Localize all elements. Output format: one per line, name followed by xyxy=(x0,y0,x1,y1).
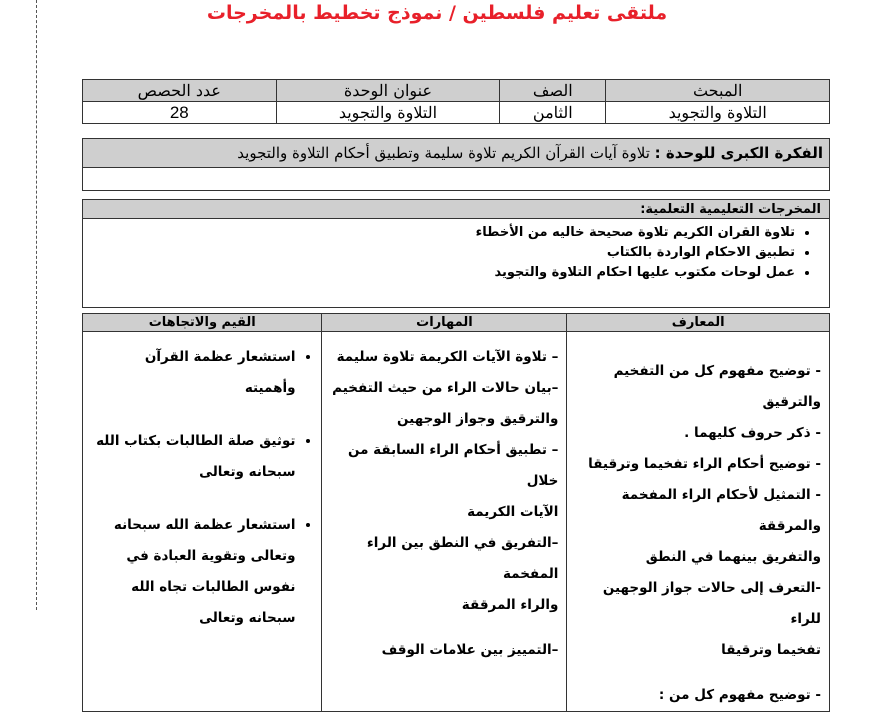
plan-body-row xyxy=(83,332,830,712)
values-list xyxy=(91,342,313,634)
skills-line: –التفريق في النطق بين الراء المفخمة xyxy=(366,535,559,582)
outcomes-table xyxy=(82,199,830,308)
skills-line: والترقيق وجواز الوجهين xyxy=(397,411,559,427)
subject-header: المبحث xyxy=(606,80,830,102)
outcome-item: • تطبيق الاحكام الواردة بالكتاب xyxy=(83,243,795,263)
plan-main-table xyxy=(82,313,830,712)
lessons-count-value: 28 xyxy=(83,102,277,124)
unit-title-header: عنوان الوحدة xyxy=(276,80,500,102)
knowledge-header: المعارف xyxy=(567,314,830,332)
big-idea-blank-cell xyxy=(83,168,830,191)
big-idea-text: تلاوة آيات القرآن الكريم تلاوة سليمة وتطبيق أحكام التلاوة والتجويد xyxy=(237,144,650,162)
values-item: • استشعار عظمة الله سبحانه وتعالى وتقوية العبادة في نفوس الطالبات تجاه الله سبحانه وتعالى xyxy=(91,510,295,634)
outcome-item: • تلاوة القران الكريم تلاوة صحيحة خاليه من الأخطاء xyxy=(83,223,795,243)
big-idea-blank-row xyxy=(83,168,830,191)
skills-line: – تطبيق أحكام الراء السابقة من خلال xyxy=(347,442,559,489)
big-idea-label: الفكرة الكبرى للوحدة : xyxy=(654,144,823,162)
knowledge-line: - توضيح مفهوم كل من التفخيم والترقيق xyxy=(613,363,821,410)
skills-line: –بيان حالات الراء من حيث التفخيم xyxy=(332,380,559,396)
outcome-item: • عمل لوحات مكتوب عليها احكام التلاوة والتجويد xyxy=(83,263,795,283)
lessons-count-header: عدد الحصص xyxy=(83,80,277,102)
values-cell xyxy=(83,332,322,712)
unit-info-header-row xyxy=(83,80,830,102)
knowledge-line: - التمثيل لأحكام الراء المفخمة والمرققة xyxy=(621,487,821,534)
unit-info-table xyxy=(82,79,830,124)
skills-line: –التمييز بين علامات الوقف xyxy=(381,642,559,658)
big-idea-row xyxy=(83,139,830,168)
outcomes-body xyxy=(83,219,830,308)
knowledge-line: - توضيح مفهوم كل من : xyxy=(658,687,821,703)
values-item: • استشعار عظمة القرآن وأهميته xyxy=(91,342,295,404)
big-idea-table xyxy=(82,138,830,191)
knowledge-cell xyxy=(567,332,830,712)
skills-cell xyxy=(322,332,567,712)
values-header: القيم والاتجاهات xyxy=(83,314,322,332)
skills-line: الآيات الكريمة xyxy=(467,504,559,520)
values-item: • توثيق صلة الطالبات بكتاب الله سبحانه وتعالى xyxy=(91,426,295,488)
plan-header-row xyxy=(83,314,830,332)
knowledge-line: - ذكر حروف كليهما . xyxy=(684,425,821,441)
grade-value: الثامن xyxy=(500,102,606,124)
grade-header: الصف xyxy=(500,80,606,102)
outcomes-list xyxy=(83,223,819,283)
knowledge-line: -التعرف إلى حالات جواز الوجهين للراء xyxy=(602,580,821,627)
page-title: ملتقى تعليم فلسطين / نموذج تخطيط بالمخرجات xyxy=(206,2,668,24)
unit-info-value-row xyxy=(83,102,830,124)
outcomes-header-row xyxy=(83,200,830,219)
outcomes-heading: المخرجات التعليمية التعلمية: xyxy=(83,200,830,219)
knowledge-line: والتفريق بينهما في النطق xyxy=(645,549,821,565)
knowledge-line: تفخيما وترقيقا xyxy=(721,642,821,658)
outcomes-body-row xyxy=(83,219,830,308)
skills-line: والراء المرققة xyxy=(461,597,559,613)
subject-value: التلاوة والتجويد xyxy=(606,102,830,124)
big-idea-cell xyxy=(83,139,830,168)
skills-line: – تلاوة الآيات الكريمة تلاوة سليمة xyxy=(336,349,559,365)
skills-header: المهارات xyxy=(322,314,567,332)
knowledge-line: - توضيح أحكام الراء تفخيما وترقيقا xyxy=(588,456,821,472)
unit-title-value: التلاوة والتجويد xyxy=(276,102,500,124)
